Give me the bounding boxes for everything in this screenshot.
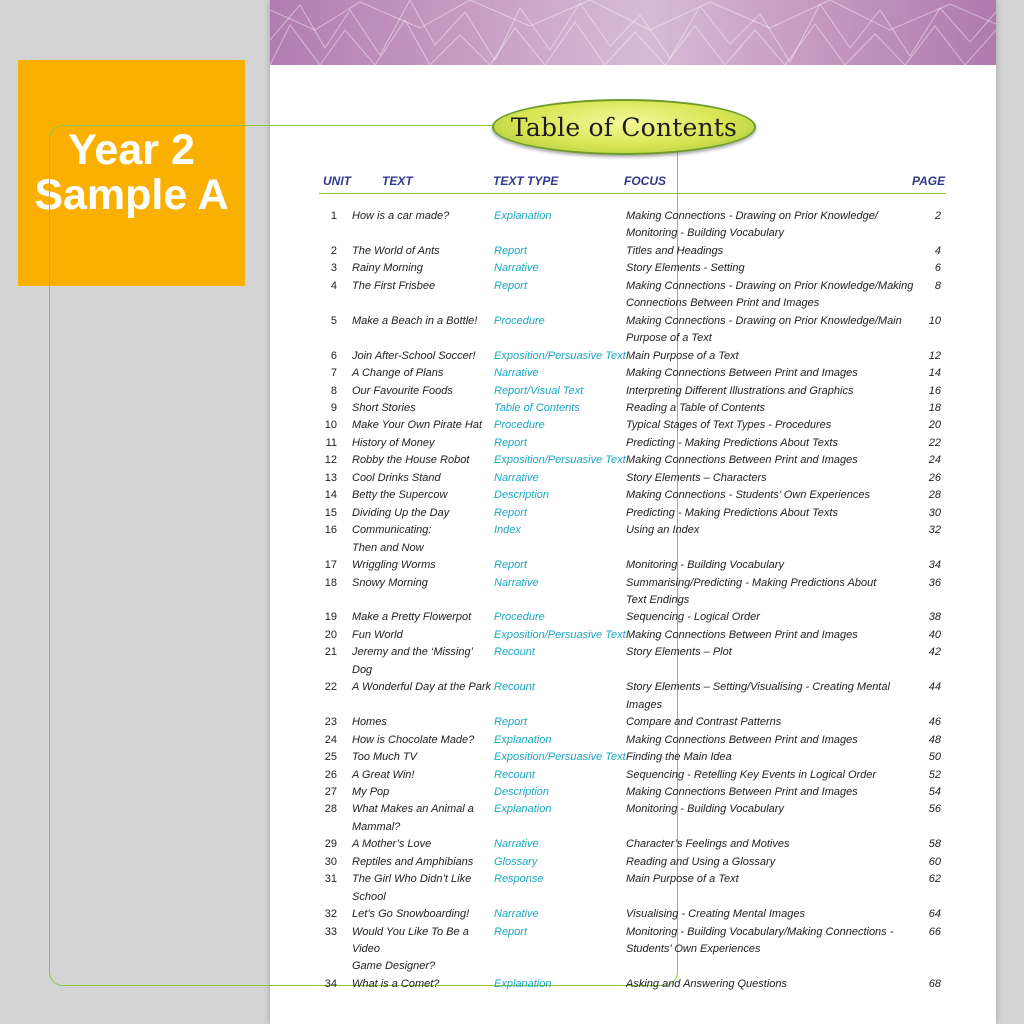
- text-type: Report: [494, 716, 528, 729]
- text-title-line: Join After-School Soccer!: [352, 349, 476, 362]
- text-title-line: Our Favourite Foods: [352, 384, 453, 397]
- text-type: Explanation: [494, 803, 552, 816]
- focus: [626, 714, 920, 731]
- text-title: [352, 575, 494, 610]
- text-title: [352, 400, 494, 417]
- page-number: 4: [934, 244, 941, 257]
- text-title: [352, 749, 494, 766]
- table-row: [321, 313, 948, 348]
- text-title: [352, 801, 494, 836]
- unit-number: 11: [325, 436, 337, 449]
- text-title: [352, 313, 494, 348]
- unit-number: 8: [330, 384, 337, 397]
- table-row: [321, 609, 948, 626]
- text-title: [352, 609, 494, 626]
- focus-line: Making Connections - Drawing on Prior Knowledge/Making: [626, 279, 914, 292]
- text-title-line: How is a car made?: [352, 210, 450, 222]
- text-title-line: Make a Beach in a Bottle!: [352, 314, 478, 327]
- focus: [626, 854, 920, 871]
- header-divider: [319, 193, 946, 194]
- text-title-line: Make a Pretty Flowerpot: [352, 611, 472, 624]
- page-number: 46: [928, 716, 941, 729]
- focus: [626, 801, 920, 836]
- text-title-line: Wriggling Worms: [352, 559, 436, 572]
- focus: [626, 278, 920, 313]
- text-title-line: Rainy Morning: [352, 262, 423, 275]
- page-number: 50: [928, 751, 941, 764]
- text-type: Report: [494, 559, 528, 572]
- text-type: Narrative: [494, 262, 539, 275]
- text-title: [352, 784, 494, 801]
- text-title-line: What Makes an Animal a: [352, 803, 474, 816]
- page-number: 24: [928, 454, 941, 467]
- focus-line: Visualising - Creating Mental Images: [626, 908, 805, 921]
- unit-number: 4: [330, 279, 337, 292]
- text-title: [352, 924, 494, 976]
- table-row: [321, 854, 948, 871]
- text-title: [352, 644, 494, 679]
- table-row: [321, 365, 948, 382]
- unit-number: 22: [324, 681, 337, 694]
- focus-line: Story Elements – Characters: [626, 471, 767, 484]
- focus-line: Text Endings: [626, 593, 690, 606]
- page-number: 30: [928, 506, 941, 519]
- page-number: 18: [928, 401, 941, 414]
- text-title: [352, 679, 494, 714]
- unit-number: 15: [324, 506, 337, 519]
- focus-line: Sequencing - Retelling Key Events in Logical Order: [626, 768, 877, 781]
- text-title: [352, 976, 494, 993]
- table-row: [321, 522, 948, 557]
- page-title: Table of Contents: [510, 112, 738, 142]
- focus-line: Making Connections Between Print and Images: [626, 733, 858, 746]
- page-number: 48: [928, 733, 941, 746]
- text-title: [352, 732, 494, 749]
- focus-line: Main Purpose of a Text: [626, 873, 739, 886]
- text-title-line: Jeremy and the ‘Missing’ Dog: [352, 646, 473, 676]
- focus: [626, 906, 920, 923]
- page-number: 16: [928, 384, 941, 397]
- focus-line: Summarising/Predicting - Making Predictions About: [626, 576, 877, 589]
- text-type: Description: [494, 489, 550, 502]
- focus-line: Story Elements – Setting/Visualising - Creating Mental Images: [626, 681, 890, 711]
- text-title-line: Dividing Up the Day: [352, 506, 450, 519]
- unit-number: 28: [324, 803, 337, 816]
- unit-number: 16: [324, 524, 337, 537]
- text-title-line: Cool Drinks Stand: [352, 471, 441, 484]
- table-row: [321, 906, 948, 923]
- text-title-line: School: [352, 890, 386, 903]
- focus: [626, 836, 920, 853]
- badge-line-1: Year 2: [68, 126, 195, 174]
- text-title-line: How is Chocolate Made?: [352, 733, 475, 746]
- text-title-line: Make Your Own Pirate Hat: [352, 419, 483, 432]
- focus: [626, 400, 920, 417]
- focus-line: Making Connections Between Print and Images: [626, 454, 858, 467]
- text-type: Narrative: [494, 838, 539, 851]
- text-title: [352, 383, 494, 400]
- focus-line: Making Connections - Drawing on Prior Knowledge/Main: [626, 314, 902, 327]
- page-number: 38: [928, 611, 941, 624]
- text-title: [352, 505, 494, 522]
- unit-number: 33: [324, 925, 337, 938]
- focus-line: Sequencing - Logical Order: [626, 611, 760, 624]
- page-number: 14: [928, 367, 941, 380]
- page-number: 28: [928, 489, 941, 502]
- contents-table: [321, 208, 948, 993]
- focus: [626, 609, 920, 626]
- table-row: [321, 435, 948, 452]
- table-row: [321, 487, 948, 504]
- text-title-line: My Pop: [352, 785, 390, 798]
- focus: [626, 644, 920, 679]
- unit-number: 1: [330, 210, 337, 222]
- page-number: 56: [928, 803, 941, 816]
- text-title-line: Let’s Go Snowboarding!: [352, 908, 470, 921]
- focus: [626, 679, 920, 714]
- focus-line: Monitoring - Building Vocabulary/Making Connections -: [626, 925, 894, 938]
- text-type: Report: [494, 925, 528, 938]
- focus-line: Reading a Table of Contents: [626, 401, 766, 414]
- focus: [626, 575, 920, 610]
- focus: [626, 557, 920, 574]
- table-row: [321, 836, 948, 853]
- focus-line: Asking and Answering Questions: [626, 977, 788, 990]
- table-row: [321, 801, 948, 836]
- table-row: [321, 732, 948, 749]
- text-title-line: Communicating:: [352, 524, 432, 537]
- text-title: [352, 435, 494, 452]
- table-row: [321, 383, 948, 400]
- table-row: [321, 575, 948, 610]
- table-row: [321, 348, 948, 365]
- page-number: 32: [928, 524, 941, 537]
- focus-line: Monitoring - Building Vocabulary: [626, 559, 784, 572]
- focus-line: Interpreting Different Illustrations and Graphics: [626, 384, 854, 397]
- text-title: [352, 767, 494, 784]
- text-title: [352, 714, 494, 731]
- focus: [626, 767, 920, 784]
- text-type: Exposition/Persuasive Text: [494, 349, 626, 362]
- page-number: 6: [934, 262, 941, 275]
- focus: [626, 522, 920, 557]
- page-number: 58: [928, 838, 941, 851]
- focus: [626, 348, 920, 365]
- page-number: 68: [928, 977, 941, 990]
- table-row: [321, 976, 948, 993]
- text-title: [352, 836, 494, 853]
- focus-line: Purpose of a Text: [626, 332, 712, 345]
- text-title: [352, 348, 494, 365]
- unit-number: 2: [330, 244, 337, 257]
- header-text: TEXT: [382, 174, 413, 188]
- focus: [626, 452, 920, 469]
- text-title-line: Robby the House Robot: [352, 454, 470, 467]
- text-title-line: Homes: [352, 716, 387, 729]
- unit-number: 6: [330, 349, 337, 362]
- text-title-line: Betty the Supercow: [352, 489, 448, 502]
- text-type: Exposition/Persuasive Text: [494, 628, 626, 641]
- focus-line: Main Purpose of a Text: [626, 349, 739, 362]
- focus-line: Titles and Headings: [626, 244, 724, 257]
- focus: [626, 976, 920, 993]
- unit-number: 32: [324, 908, 337, 921]
- text-title-line: The World of Ants: [352, 244, 440, 257]
- text-title: [352, 260, 494, 277]
- text-title: [352, 627, 494, 644]
- focus: [626, 732, 920, 749]
- text-title: [352, 854, 494, 871]
- table-row: [321, 452, 948, 469]
- text-title-line: Then and Now: [352, 541, 424, 554]
- unit-number: 5: [330, 314, 337, 327]
- page-number: 22: [928, 436, 941, 449]
- text-title-line: Mammal?: [352, 820, 401, 833]
- unit-number: 34: [324, 977, 337, 990]
- header-page: PAGE: [912, 174, 946, 188]
- unit-number: 26: [324, 768, 337, 781]
- focus: [626, 749, 920, 766]
- unit-number: 29: [324, 838, 337, 851]
- unit-number: 12: [324, 454, 337, 467]
- focus-line: Character’s Feelings and Motives: [626, 838, 790, 851]
- focus: [626, 470, 920, 487]
- text-type: Procedure: [494, 611, 545, 624]
- focus-line: Making Connections Between Print and Images: [626, 367, 858, 380]
- focus: [626, 627, 920, 644]
- text-title: [352, 487, 494, 504]
- table-row: [321, 749, 948, 766]
- table-row: [321, 714, 948, 731]
- text-type: Recount: [494, 681, 535, 694]
- text-title-line: Fun World: [352, 628, 403, 641]
- table-row: [321, 679, 948, 714]
- text-title-line: History of Money: [352, 436, 435, 449]
- table-row: [321, 278, 948, 313]
- focus-line: Story Elements – Plot: [626, 646, 732, 659]
- page-number: 34: [928, 559, 941, 572]
- text-type: Report: [494, 279, 528, 292]
- focus: [626, 383, 920, 400]
- page-number: 12: [928, 349, 941, 362]
- text-title: [352, 522, 494, 557]
- text-title: [352, 452, 494, 469]
- focus-line: Monitoring - Building Vocabulary: [626, 227, 784, 240]
- unit-number: 10: [324, 419, 337, 432]
- focus-line: Students’ Own Experiences: [626, 943, 761, 956]
- text-type: Index: [494, 524, 521, 537]
- page-number: 54: [928, 785, 941, 798]
- unit-number: 7: [330, 367, 337, 380]
- unit-number: 13: [324, 471, 337, 484]
- page-number: 62: [928, 873, 941, 886]
- unit-number: 31: [324, 873, 337, 886]
- unit-number: 27: [324, 785, 337, 798]
- unit-number: 3: [330, 262, 337, 275]
- text-title: [352, 906, 494, 923]
- text-title-line: The First Frisbee: [352, 279, 436, 292]
- text-type: Table of Contents: [494, 401, 580, 414]
- text-type: Report/Visual Text: [494, 384, 584, 397]
- text-title: [352, 243, 494, 260]
- focus: [626, 487, 920, 504]
- page-number: 10: [928, 314, 941, 327]
- text-type: Exposition/Persuasive Text: [494, 751, 626, 764]
- unit-number: 24: [324, 733, 337, 746]
- unit-number: 18: [324, 576, 337, 589]
- table-row: [321, 627, 948, 644]
- text-title-line: Short Stories: [352, 401, 416, 414]
- text-type: Glossary: [494, 855, 538, 868]
- text-type: Response: [494, 873, 544, 886]
- text-type: Recount: [494, 768, 535, 781]
- text-type: Narrative: [494, 908, 539, 921]
- unit-number: 25: [324, 751, 337, 764]
- text-title: [352, 470, 494, 487]
- text-type: Exposition/Persuasive Text: [494, 454, 626, 467]
- focus: [626, 435, 920, 452]
- text-type: Explanation: [494, 210, 552, 222]
- table-row: [321, 470, 948, 487]
- table-row: [321, 243, 948, 260]
- text-type: Description: [494, 785, 550, 798]
- text-title-line: Reptiles and Amphibians: [352, 855, 474, 868]
- text-type: Report: [494, 506, 528, 519]
- text-title-line: A Great Win!: [352, 768, 415, 781]
- focus: [626, 313, 920, 348]
- focus-line: Finding the Main Idea: [626, 751, 732, 764]
- focus-line: Compare and Contrast Patterns: [626, 716, 782, 729]
- focus: [626, 365, 920, 382]
- focus: [626, 243, 920, 260]
- text-title-line: A Wonderful Day at the Park: [352, 681, 491, 694]
- text-type: Recount: [494, 646, 535, 659]
- text-type: Procedure: [494, 314, 545, 327]
- focus: [626, 924, 920, 976]
- page-number: 60: [928, 855, 941, 868]
- table-row: [321, 417, 948, 434]
- page-number: 26: [928, 471, 941, 484]
- focus: [626, 505, 920, 522]
- text-type: Report: [494, 436, 528, 449]
- table-row: [321, 767, 948, 784]
- focus: [626, 208, 920, 243]
- text-type: Narrative: [494, 576, 539, 589]
- text-title: [352, 208, 494, 243]
- text-title-line: A Mother’s Love: [352, 838, 432, 851]
- text-type: Explanation: [494, 977, 552, 990]
- page-number: 8: [934, 279, 941, 292]
- focus-line: Using an Index: [626, 524, 700, 537]
- table-row: [321, 208, 948, 243]
- page-number: 52: [928, 768, 941, 781]
- text-title-line: Too Much TV: [352, 751, 418, 764]
- focus-line: Making Connections - Students’ Own Experiences: [626, 489, 870, 502]
- focus-line: Monitoring - Building Vocabulary: [626, 803, 784, 816]
- unit-number: 19: [324, 611, 337, 624]
- page-number: 66: [928, 925, 941, 938]
- text-title-line: What is a Comet?: [352, 977, 440, 990]
- page-number: 2: [934, 210, 941, 222]
- decorative-banner: [270, 0, 996, 65]
- header-focus: FOCUS: [624, 174, 666, 188]
- unit-number: 17: [324, 559, 337, 572]
- focus: [626, 417, 920, 434]
- page-number: 42: [928, 646, 941, 659]
- focus-line: Predicting - Making Predictions About Texts: [626, 436, 838, 449]
- text-title-line: Game Designer?: [352, 960, 436, 973]
- text-title-line: The Girl Who Didn’t Like: [352, 873, 472, 886]
- table-row: [321, 924, 948, 976]
- focus-line: Connections Between Print and Images: [626, 297, 820, 310]
- page-number: 40: [928, 628, 941, 641]
- unit-number: 20: [324, 628, 337, 641]
- table-row: [321, 644, 948, 679]
- focus-line: Reading and Using a Glossary: [626, 855, 776, 868]
- text-type: Narrative: [494, 471, 539, 484]
- focus-line: Making Connections Between Print and Images: [626, 628, 858, 641]
- focus: [626, 784, 920, 801]
- header-unit: UNIT: [323, 174, 351, 188]
- table-row: [321, 400, 948, 417]
- text-title-line: A Change of Plans: [352, 367, 444, 380]
- table-row: [321, 505, 948, 522]
- text-title: [352, 278, 494, 313]
- badge-line-2: Sample A: [34, 171, 229, 219]
- title-badge: [492, 99, 756, 155]
- banner-pattern-icon: [270, 0, 996, 65]
- text-title: [352, 417, 494, 434]
- table-row: [321, 871, 948, 906]
- page-number: 44: [928, 681, 941, 694]
- table-row: [321, 557, 948, 574]
- text-title-line: Snowy Morning: [352, 576, 428, 589]
- focus: [626, 871, 920, 906]
- table-row: [321, 260, 948, 277]
- page-number: 64: [928, 908, 941, 921]
- text-title: [352, 557, 494, 574]
- text-type: Procedure: [494, 419, 545, 432]
- focus-line: Typical Stages of Text Types - Procedures: [626, 419, 832, 432]
- header-text-type: TEXT TYPE: [493, 174, 559, 188]
- focus: [626, 260, 920, 277]
- unit-number: 9: [330, 401, 337, 414]
- unit-number: 14: [324, 489, 337, 502]
- focus-line: Predicting - Making Predictions About Texts: [626, 506, 838, 519]
- text-type: Report: [494, 244, 528, 257]
- page-number: 36: [928, 576, 941, 589]
- focus-line: Story Elements - Setting: [626, 262, 745, 275]
- text-type: Explanation: [494, 733, 552, 746]
- focus-line: Making Connections Between Print and Images: [626, 785, 858, 798]
- page-number: 20: [928, 419, 941, 432]
- text-type: Narrative: [494, 367, 539, 380]
- text-title-line: Would You Like To Be a Video: [352, 925, 469, 956]
- focus-line: Making Connections - Drawing on Prior Knowledge/: [626, 210, 878, 222]
- unit-number: 30: [324, 855, 337, 868]
- unit-number: 23: [324, 716, 337, 729]
- table-row: [321, 784, 948, 801]
- text-title: [352, 871, 494, 906]
- text-title: [352, 365, 494, 382]
- unit-number: 21: [324, 646, 337, 659]
